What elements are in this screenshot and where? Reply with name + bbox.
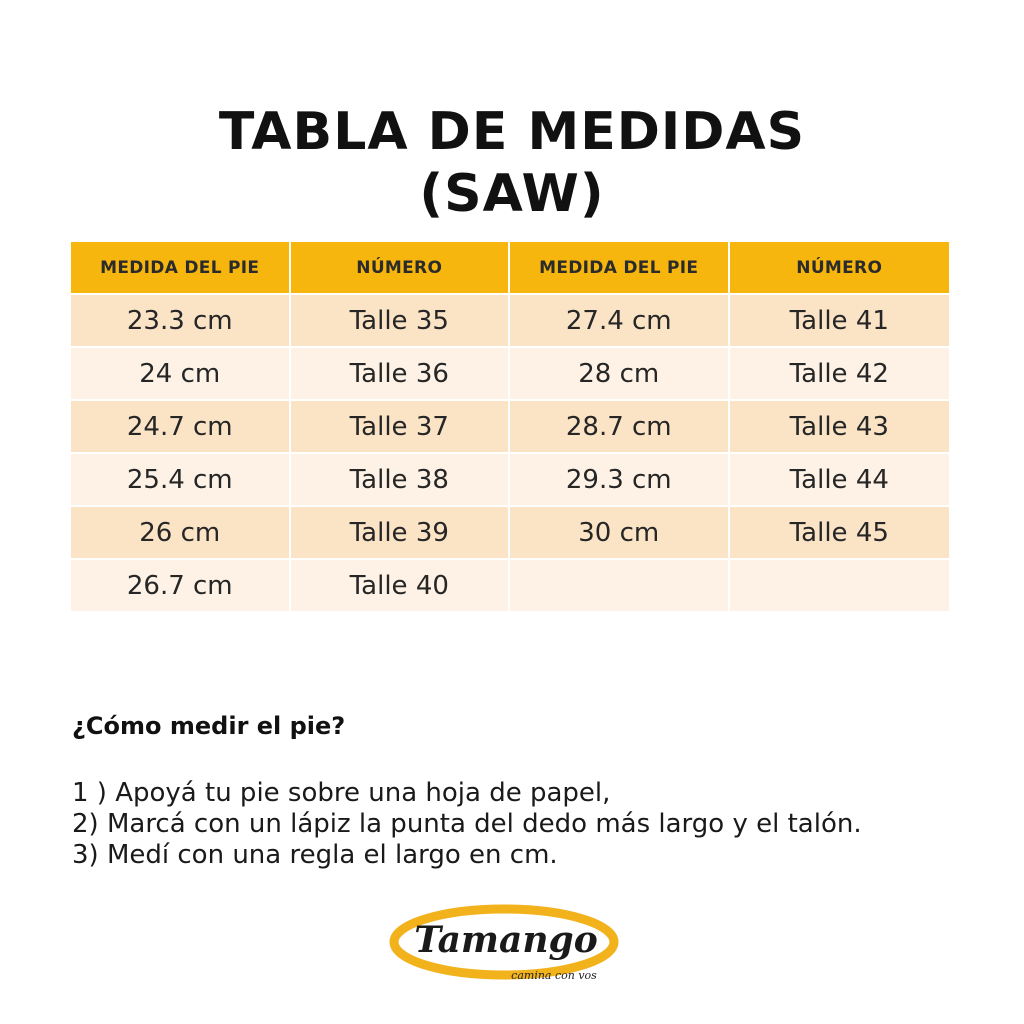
table-cell: 29.3 cm <box>510 454 730 507</box>
table-cell <box>510 560 730 613</box>
page-title-line-2: (SAW) <box>419 164 605 224</box>
table-cell: 24 cm <box>71 348 291 401</box>
table-row <box>71 560 949 613</box>
table-cell: 23.3 cm <box>71 295 291 348</box>
table-row <box>71 348 949 401</box>
table-cell: 25.4 cm <box>71 454 291 507</box>
table-cell: Talle 39 <box>291 507 511 560</box>
table-cell: 24.7 cm <box>71 401 291 454</box>
tamango-logo <box>388 900 628 1000</box>
logo-tagline: camina con vos <box>511 969 597 982</box>
table-cell: 27.4 cm <box>510 295 730 348</box>
size-table <box>71 242 949 613</box>
table-cell: Talle 38 <box>291 454 511 507</box>
table-cell: Talle 44 <box>730 454 950 507</box>
table-row <box>71 295 949 348</box>
table-cell: Talle 42 <box>730 348 950 401</box>
table-cell: Talle 36 <box>291 348 511 401</box>
table-cell <box>730 560 950 613</box>
table-cell: Talle 40 <box>291 560 511 613</box>
page-title-line-1: TABLA DE MEDIDAS <box>218 102 806 162</box>
table-row <box>71 401 949 454</box>
table-cell: 30 cm <box>510 507 730 560</box>
table-cell: 26 cm <box>71 507 291 560</box>
header-foot-measure-2: MEDIDA DEL PIE <box>510 242 730 295</box>
table-cell: Talle 41 <box>730 295 950 348</box>
table-cell: 28.7 cm <box>510 401 730 454</box>
logo-brand-name: Tamango <box>414 919 598 961</box>
table-cell: 26.7 cm <box>71 560 291 613</box>
table-cell: 28 cm <box>510 348 730 401</box>
measure-step-1: 1 ) Apoyá tu pie sobre una hoja de papel, <box>72 778 611 808</box>
table-cell: Talle 45 <box>730 507 950 560</box>
table-header-row <box>71 242 949 295</box>
header-size-number-2: NÚMERO <box>730 242 950 295</box>
table-row <box>71 507 949 560</box>
table-cell: Talle 43 <box>730 401 950 454</box>
measure-step-3: 3) Medí con una regla el largo en cm. <box>72 840 558 870</box>
header-foot-measure-1: MEDIDA DEL PIE <box>71 242 291 295</box>
header-size-number-1: NÚMERO <box>291 242 511 295</box>
measure-steps <box>72 778 862 871</box>
table-cell: Talle 35 <box>291 295 511 348</box>
how-to-measure-heading: ¿Cómo medir el pie? <box>72 712 346 740</box>
table-cell: Talle 37 <box>291 401 511 454</box>
measure-step-2: 2) Marcá con un lápiz la punta del dedo más largo y el talón. <box>72 809 862 839</box>
table-row <box>71 454 949 507</box>
